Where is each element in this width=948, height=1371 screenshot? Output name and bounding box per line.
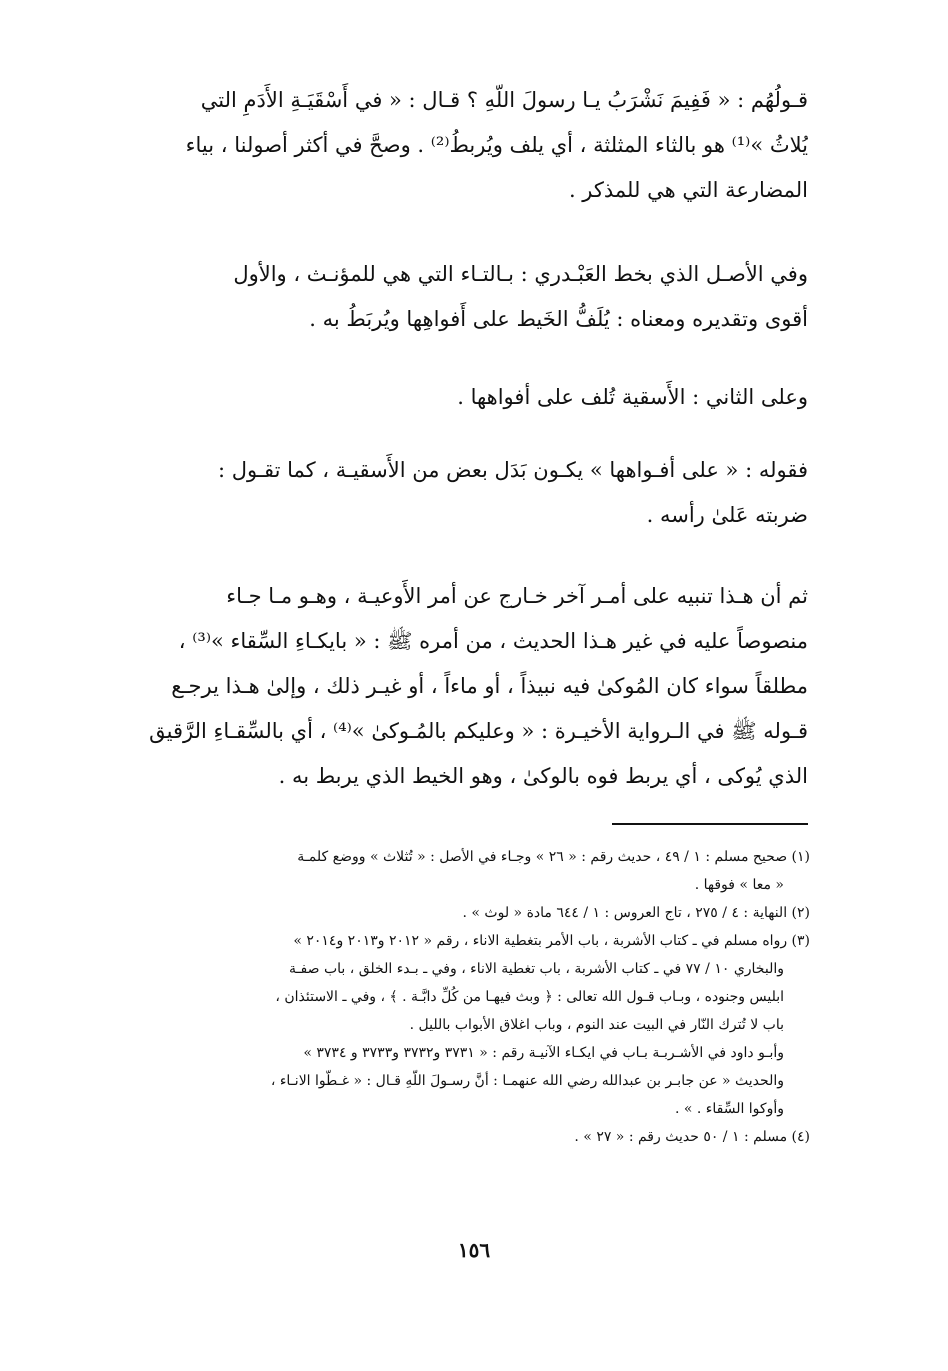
footnote-line: والبخاري ١٠ / ٧٧ في ـ كتاب الأشربة ، باب تغطية الاناء ، وفي ـ بـدء الخلق ، باب صفـة bbox=[288, 961, 784, 977]
footnote-line: (٤) مسلم : ١ / ٥٠ حديث رقم : « ٢٧ » . bbox=[574, 1129, 810, 1145]
footnote-line: والحديث « عن جابـر بن عبدالله رضي الله عنهمـا : أنَّ رسـولَ اللّهِ قـال : « غـطّوا الانـاء ، bbox=[270, 1073, 784, 1089]
footnote-line: « معا » فوقها . bbox=[694, 877, 784, 893]
paragraph-line: أقوى وتقديره ومعناه : يُلَفُّ الخَيط على أَفواهِها ويُربَطُ به . bbox=[309, 307, 808, 331]
paragraph-line: قـولُهُم : « فَفِيمَ نَشْرَبُ يـا رسولَ اللّهِ ؟ قـال : « في أَسْقَيَـةِ الأَدَمِ التي bbox=[200, 88, 808, 112]
footnote-4 bbox=[108, 1123, 810, 1151]
paragraph-line: المضارعة التي هي للمذكر . bbox=[568, 178, 808, 202]
footnote-1 bbox=[108, 843, 810, 899]
footnotes bbox=[108, 843, 810, 1151]
paragraph-line: مطلقاً سواء كان المُوكىٰ فيه نبيذاً ، أو ماءاً ، أو غيـر ذلك ، وإلىٰ هـذا يرجـع bbox=[171, 674, 808, 698]
paragraph-line: الذي يُوكى ، أي يربط فوه بالوكىٰ ، وهو الخيط الذي يربط به . bbox=[278, 764, 808, 788]
paragraph-line: فقوله : « على أفـواهها » يكـون بَدَل بعض من الأَسقيـة ، كما تقـول : bbox=[217, 458, 808, 482]
footnote-line: (٢) النهاية : ٤ / ٢٧٥ ، تاج العروس : ١ / ٦٤٤ مادة « لوث » . bbox=[462, 905, 810, 921]
footnote-line: وأبـو داود في الأشـربـة بـاب في ايكـاء الآنيـة رقم : « ٣٧٣١ و٣٧٣٢ و٣٧٣٣ و ٣٧٣٤ » bbox=[303, 1045, 784, 1061]
footnote-line: (٣) رواه مسلم في ـ كتاب الأشربة ، باب الأمر بتغطية الاناء ، رقم « ٢٠١٢ و٢٠١٣ و٢٠١٤ » bbox=[293, 933, 810, 949]
footnote-line: وأوكوا السِّقاء . » . bbox=[674, 1101, 784, 1117]
paragraph-line: وفي الأصـل الذي بخط العَبْـدري : بـالتـاء التي هي للمؤنـث ، والأول bbox=[233, 262, 808, 286]
paragraph-2 bbox=[108, 252, 808, 342]
page-number: ١٥٦ bbox=[457, 1238, 491, 1262]
footnote-3 bbox=[108, 927, 810, 1123]
footnote-line: ابليس وجنوده ، وبـاب قـول الله تعالى : ﴿ وبث فيهـا من كُلِّ دابَّـة . ﴾ ، وفي ـ الاستئذان ، bbox=[275, 989, 784, 1005]
paragraph-line: ثم أن هـذا تنبيه على أمـر آخر خـارج عن أمر الأَوعيـة ، وهـو مـا جـاء bbox=[226, 584, 808, 608]
footnote-line: (١) صحيح مسلم : ١ / ٤٩ ، حديث رقم : « ٢٦ » وجـاء في الأصل : « تُثلاث » ووضع كلمـة bbox=[297, 849, 810, 865]
paragraph-4 bbox=[108, 448, 808, 538]
paragraph-line: قـوله ﷺ في الـرواية الأخيـرة : « وعليكم بالمُـوكىٰ »⁽⁴⁾ ، أي بالسِّقـاءِ الرَّقيق bbox=[149, 719, 808, 743]
paragraph-line: يُلاثُ »⁽¹⁾ هو بالثاء المثلثة ، أي يلف ويُربطُ⁽²⁾ . وصحَّ في أكثر أصولنا ، بياء bbox=[185, 133, 808, 157]
footnote-2 bbox=[108, 899, 810, 927]
footnote-line: باب لا تُترك النّار في البيت عند النوم ، وباب اغلاق الأبواب بالليل . bbox=[409, 1017, 784, 1033]
paragraph-line: ضربته عَلىٰ رأسه . bbox=[646, 503, 808, 527]
footnote-separator bbox=[612, 823, 808, 825]
paragraph-3 bbox=[108, 375, 808, 420]
paragraph-1 bbox=[108, 78, 808, 213]
paragraph-line: وعلى الثاني : الأَسقية تُلف على أفواهها . bbox=[457, 385, 808, 409]
paragraph-line: منصوصاً عليه في غير هـذا الحديث ، من أمره ﷺ : « بايكـاءِ السِّقاء »⁽³⁾ ، bbox=[178, 629, 808, 653]
paragraph-5 bbox=[108, 574, 808, 799]
